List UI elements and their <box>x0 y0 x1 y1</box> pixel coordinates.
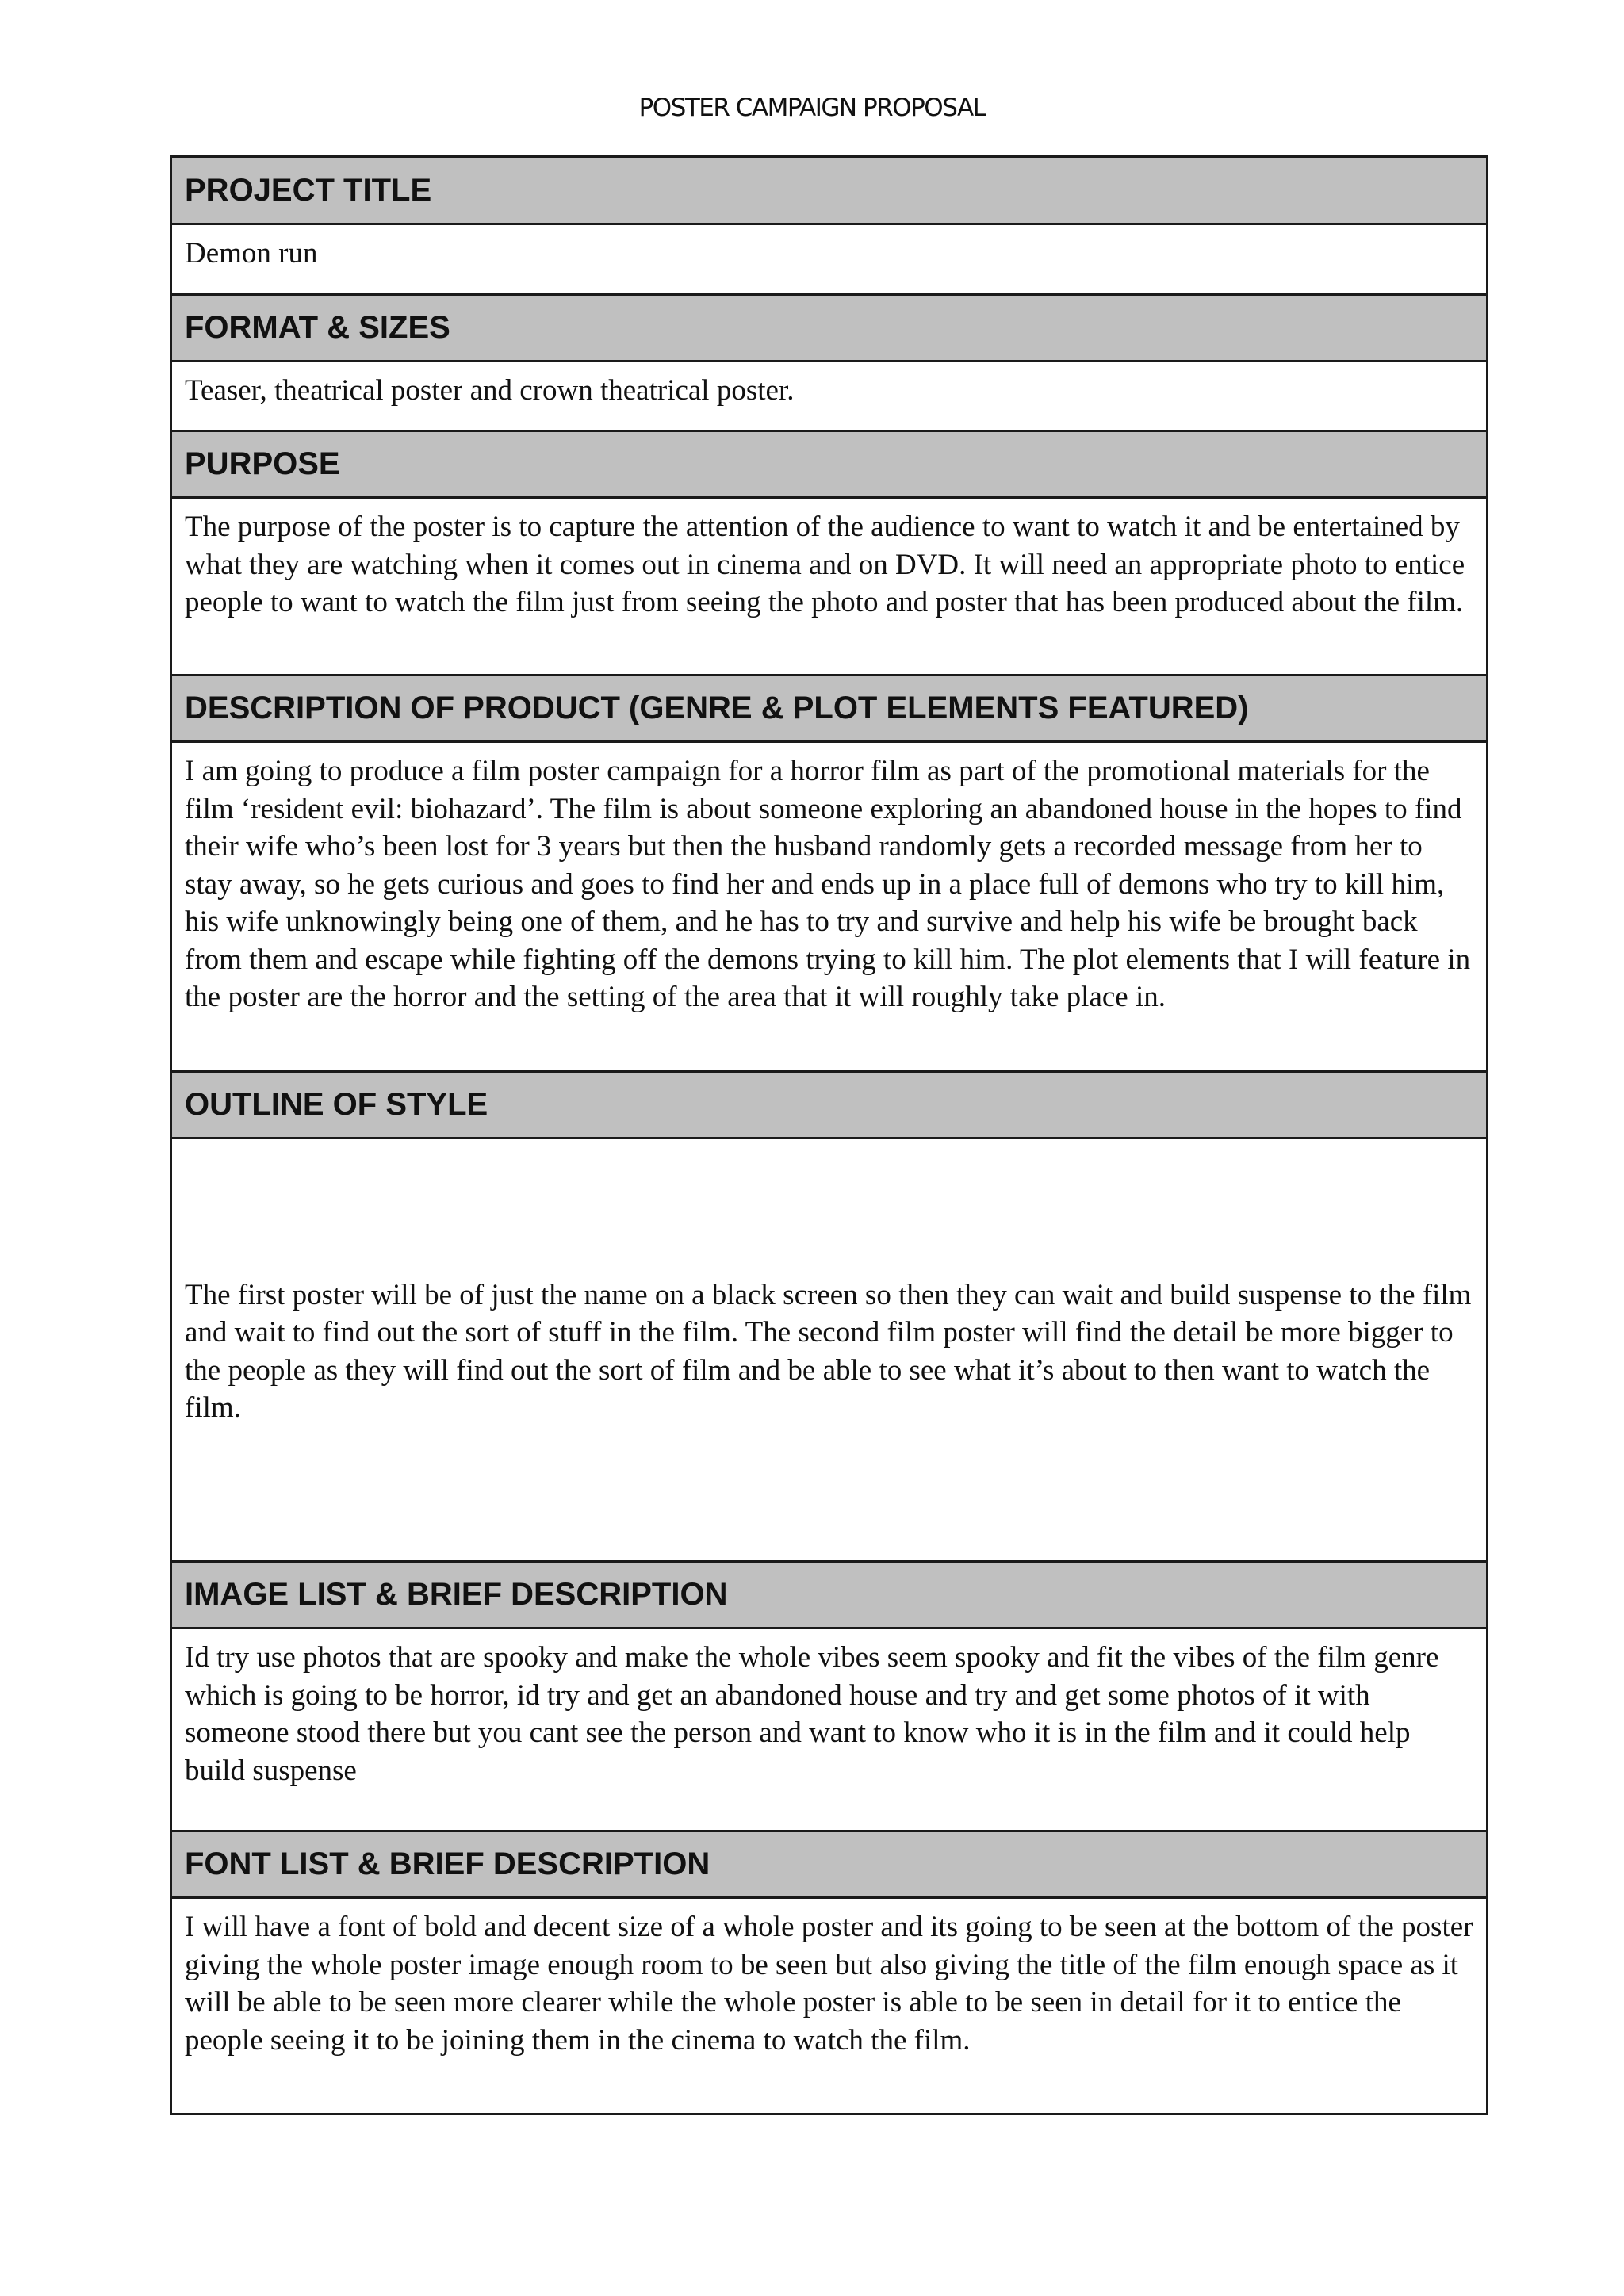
image-list-heading: IMAGE LIST & BRIEF DESCRIPTION <box>172 1563 1486 1629</box>
description-text: I am going to produce a film poster campaign for a horror film as part of the promotional materials for the film ‘resident evil: biohazard’. The film is about someone exploring an abandoned house in the hopes to find their wife who’s been lost for 3 years but then the husband randomly gets a recorded message from her to stay away, so he gets curious and goes to find her and ends up in a place full of demons who try to kill him, his wife unknowingly being one of them, and he has to try and survive and help his wife be brought back from them and escape while fighting off the demons trying to kill him. The plot elements that I will feature in the poster are the horror and the setting of the area that it will roughly take place in. <box>185 755 1471 1013</box>
outline-style-text: The first poster will be of just the name on a black screen so then they can wait and build suspense to the film and wait to find out the sort of stuff in the film. The second film poster will find the detail be more bigger to the people as they will find out the sort of film and be able to see what it’s about to then want to watch the film. <box>185 1278 1472 1424</box>
proposal-form <box>170 155 1488 2115</box>
purpose-text: The purpose of the poster is to capture the attention of the audience to want to watch it and be entertained by what they are watching when it comes out in cinema and on DVD. It will need an appropriate photo to entice people to want to watch the film just from seeing the photo and poster that has been produced about the film. <box>185 511 1465 618</box>
format-sizes-field[interactable] <box>172 362 1486 432</box>
outline-style-heading: OUTLINE OF STYLE <box>172 1073 1486 1139</box>
format-sizes-heading: FORMAT & SIZES <box>172 296 1486 362</box>
project-title-field[interactable] <box>172 225 1486 296</box>
purpose-heading: PURPOSE <box>172 432 1486 499</box>
document-header: POSTER CAMPAIGN PROPOSAL <box>638 94 986 122</box>
font-list-text: I will have a font of bold and decent size of a whole poster and its going to be seen at the bottom of the poster giving the whole poster image enough room to be seen but also giving the title of the film enough space as it will be able to be seen more clearer while the whole poster is able to be seen in detail for it to entice the people seeing it to be joining them in the cinema to watch the film. <box>185 1911 1473 2057</box>
image-list-field[interactable] <box>172 1629 1486 1832</box>
outline-style-field[interactable] <box>172 1139 1486 1563</box>
description-field[interactable] <box>172 743 1486 1073</box>
image-list-text: Id try use photos that are spooky and make the whole vibes seem spooky and fit the vibes of the film genre which is going to be horror, id try and get an abandoned house and try and get some photos of it with someone stood there but you cant see the person and want to know who it is in the film and it could help build suspense <box>185 1641 1439 1787</box>
description-heading: DESCRIPTION OF PRODUCT (GENRE & PLOT ELEMENTS FEATURED) <box>172 676 1486 743</box>
format-sizes-text: Teaser, theatrical poster and crown theatrical poster. <box>185 374 795 407</box>
font-list-field[interactable] <box>172 1899 1486 2113</box>
font-list-heading: FONT LIST & BRIEF DESCRIPTION <box>172 1832 1486 1899</box>
project-title-heading: PROJECT TITLE <box>172 158 1486 225</box>
purpose-field[interactable] <box>172 499 1486 676</box>
project-title-text: Demon run <box>185 237 318 270</box>
